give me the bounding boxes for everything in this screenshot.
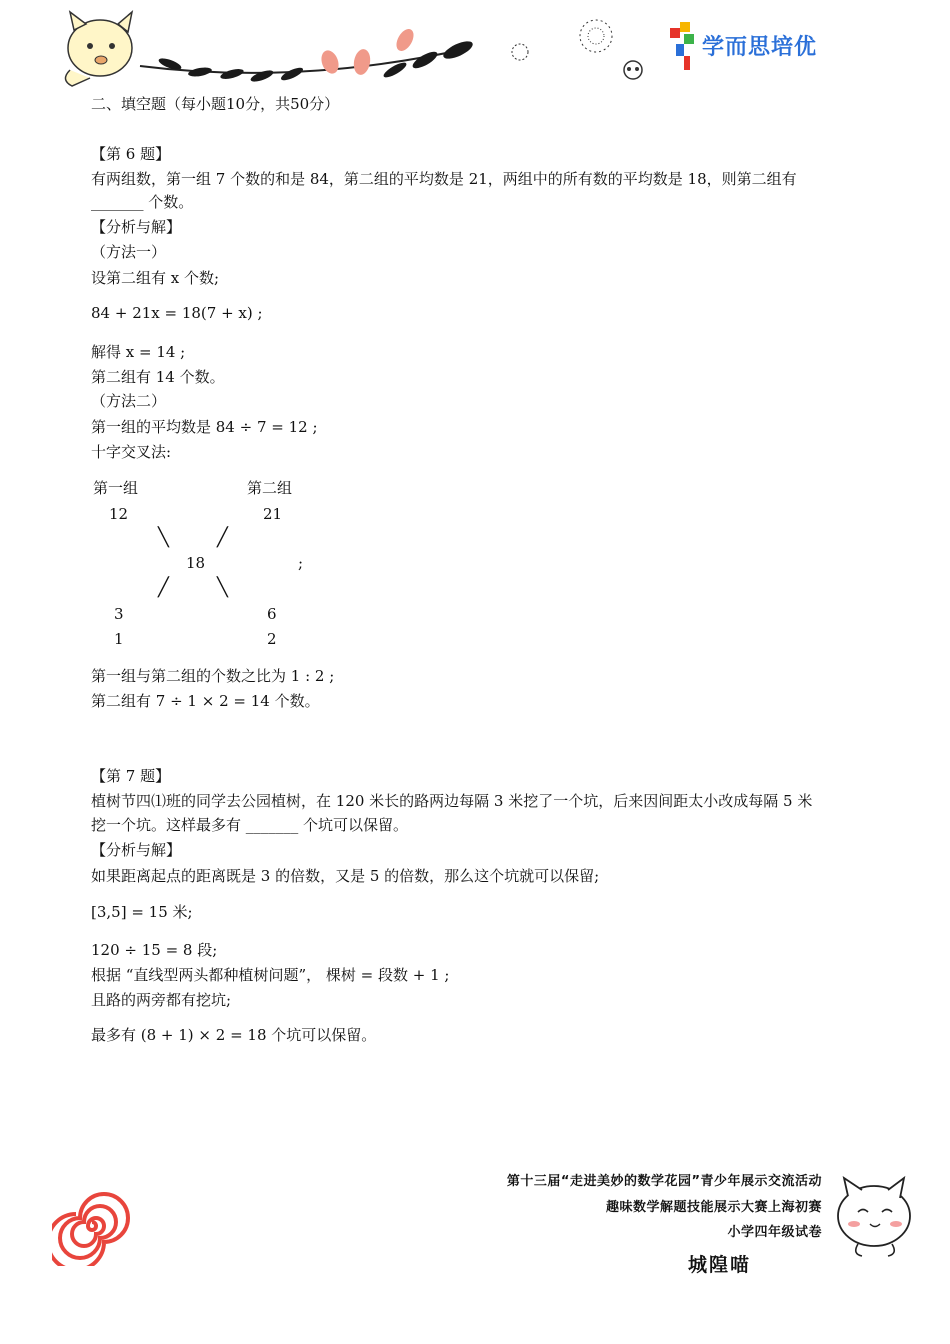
footer-line-3: 小学四年级试卷 xyxy=(727,1225,822,1240)
xueersi-logo-icon xyxy=(670,22,694,70)
q6-m1-line4: 第二组有 14 个数。 xyxy=(91,368,225,386)
cross-slash-1: ╲ xyxy=(158,527,169,548)
footer-line-1: 第十三届“走进美妙的数学花园”青少年展示交流活动 xyxy=(506,1174,822,1189)
q6-m2-line2: 十字交叉法: xyxy=(91,443,172,461)
q6-tag: 【第 6 题】 xyxy=(91,145,171,163)
cross-group1-label: 第一组 xyxy=(93,479,139,497)
cross-slash-2: ╱ xyxy=(217,527,228,548)
cat-mascot-icon xyxy=(65,12,132,86)
q7-line1: 如果距离起点的距离既是 3 的倍数，又是 5 的倍数，那么这个坑就可以保留; xyxy=(91,867,600,885)
cross-diff1: 3 xyxy=(114,605,124,623)
header-decoration xyxy=(0,0,950,100)
q6-method1: （方法一） xyxy=(91,243,167,261)
footer-signature: 城隍喵 xyxy=(688,1254,752,1276)
q6-text-1: 有两组数，第一组 7 个数的和是 84，第二组的平均数是 21，两组中的所有数的平均数是 18，则第二组有 xyxy=(91,170,797,188)
q7-line2: [3,5] = 15 米; xyxy=(91,903,193,921)
q7-line6: 最多有 (8 + 1) × 2 = 18 个坑可以保留。 xyxy=(91,1026,377,1044)
cross-slash-3: ╱ xyxy=(158,577,169,598)
spiral-icon xyxy=(52,1186,132,1266)
q6-method2: （方法二） xyxy=(91,392,167,410)
dandelion-icon xyxy=(512,20,612,60)
brand-logo-text: 学而思培优 xyxy=(702,35,818,60)
cross-avg2: 21 xyxy=(263,505,283,523)
cat-face-icon xyxy=(830,1170,920,1260)
footer-line-2: 趣味数学解题技能展示大赛上海初赛 xyxy=(605,1200,822,1215)
q6-m2-line4: 第二组有 7 ÷ 1 × 2 = 14 个数。 xyxy=(91,692,320,710)
q6-m1-line3: 解得 x = 14 ; xyxy=(91,343,186,361)
cross-slash-4: ╲ xyxy=(217,577,228,598)
section-title: 二、填空题（每小题10分，共50分） xyxy=(91,95,340,113)
q7-tag: 【第 7 题】 xyxy=(91,767,171,785)
q7-line5: 且路的两旁都有挖坑; xyxy=(91,991,232,1009)
cross-semicolon: ; xyxy=(298,554,304,572)
cross-ratio1: 1 xyxy=(114,630,124,648)
cross-avg1: 12 xyxy=(109,505,129,523)
cross-diff2: 6 xyxy=(267,605,277,623)
q6-m2-line3: 第一组与第二组的个数之比为 1 : 2 ; xyxy=(91,667,335,685)
q7-line4: 根据 “直线型两头都种植树问题”， 棵树 = 段数 + 1 ; xyxy=(91,966,450,984)
q7-analysis-tag: 【分析与解】 xyxy=(91,841,182,859)
panda-icon xyxy=(624,61,642,79)
q7-line3: 120 ÷ 15 = 8 段; xyxy=(91,941,218,959)
q6-m1-equation: 84 + 21x = 18(7 + x) ; xyxy=(91,304,263,322)
cross-mid: 18 xyxy=(186,554,206,572)
cross-group2-label: 第二组 xyxy=(247,479,293,497)
q6-m1-line1: 设第二组有 x 个数; xyxy=(91,269,220,287)
q6-analysis-tag: 【分析与解】 xyxy=(91,218,182,236)
q7-text-1: 植树节四⑴班的同学去公园植树，在 120 米长的路两边每隔 3 米挖了一个坑，后来因间距太小改成每隔 5 米 xyxy=(91,792,813,810)
q7-text-2: 挖一个坑。这样最多有 _______ 个坑可以保留。 xyxy=(91,816,409,834)
cross-ratio2: 2 xyxy=(267,630,277,648)
q6-m2-line1: 第一组的平均数是 84 ÷ 7 = 12 ; xyxy=(91,418,318,436)
q6-text-2: _______ 个数。 xyxy=(91,193,194,211)
